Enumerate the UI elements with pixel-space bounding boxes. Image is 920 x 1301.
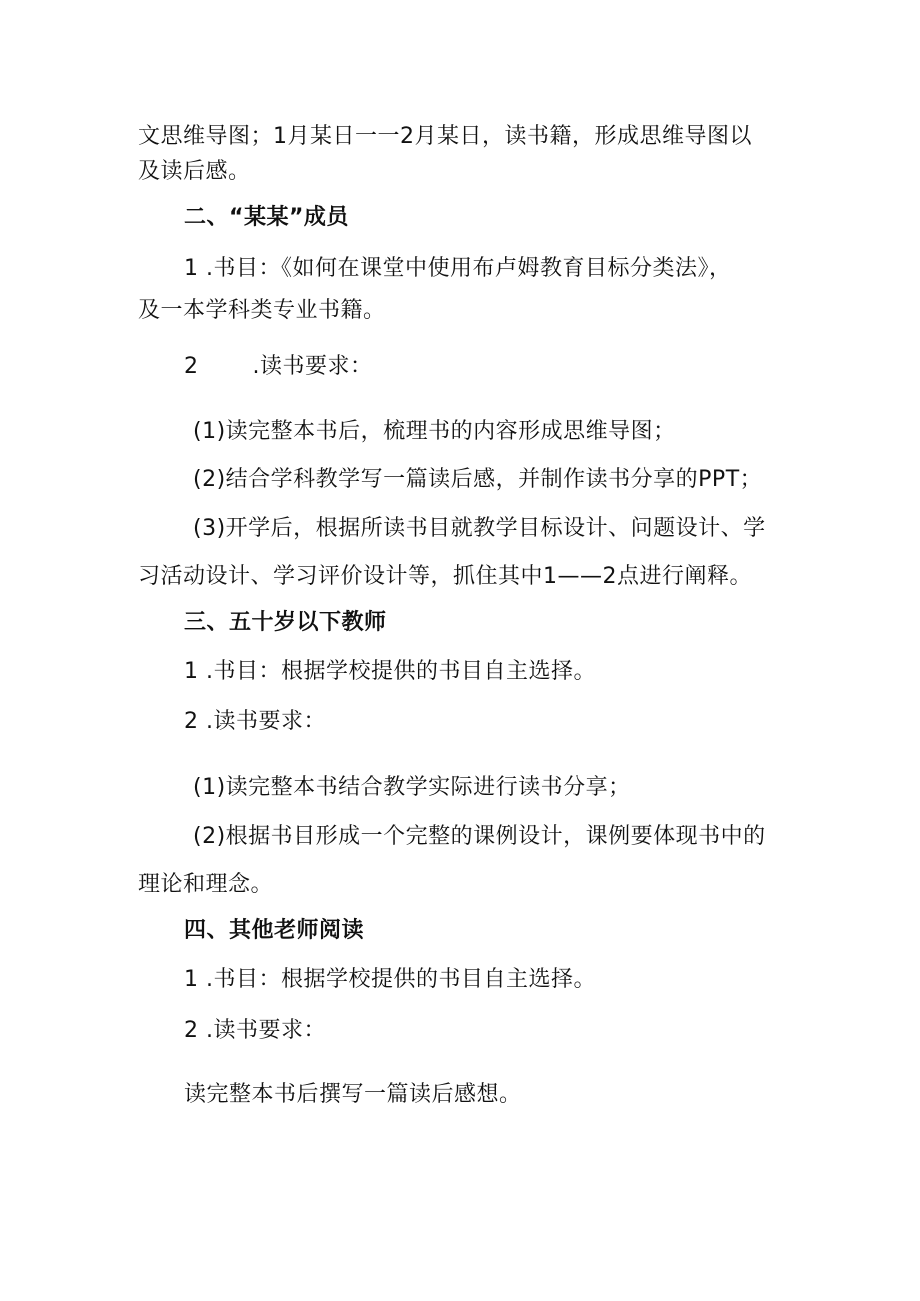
section-2-requirement-2: (2)结合学科教学写一篇读后感，并制作读书分享的PPT；: [193, 467, 763, 492]
intro-line-1: 文思维导图；1月某日一一2月某日，读书籍，形成思维导图以: [138, 124, 752, 149]
section-3-heading: 三、五十岁以下教师: [184, 610, 387, 635]
section-2-item-2-number: 2: [184, 354, 199, 379]
section-2-item-1-line-2: 及一本学科类专业书籍。: [138, 298, 386, 323]
section-3-requirement-2-line-2: 理论和理念。: [138, 872, 274, 897]
section-4-text: 读完整本书后撰写一篇读后感想。: [184, 1082, 522, 1107]
section-2-item-1-line-1: 1 .书目：《如何在课堂中使用布卢姆教育目标分类法》，: [184, 256, 732, 281]
section-2-item-2: [184, 352, 834, 382]
section-4-heading: 四、其他老师阅读: [184, 918, 365, 943]
intro-line-2: 及读后感。: [138, 159, 251, 184]
section-2-requirement-1: (1)读完整本书后，梳理书的内容形成思维导图；: [193, 419, 676, 444]
section-2-requirement-3-line-2: 习活动设计、学习评价设计等，抓住其中1——2点进行阐释。: [138, 564, 752, 589]
section-3-item-2: 2 .读书要求：: [184, 709, 326, 734]
section-3-requirement-1: (1)读完整本书结合教学实际进行读书分享；: [193, 775, 631, 800]
section-3-requirement-2-line-1: (2)根据书目形成一个完整的课例设计，课例要体现书中的: [193, 824, 766, 849]
section-4-item-1: 1 .书目：根据学校提供的书目自主选择。: [184, 967, 596, 992]
section-2-heading: 二、“某某”成员: [184, 205, 349, 230]
section-4-item-2: 2 .读书要求：: [184, 1018, 326, 1043]
section-2-item-2-text: .读书要求：: [252, 354, 373, 379]
section-3-item-1: 1 .书目：根据学校提供的书目自主选择。: [184, 659, 596, 684]
section-2-requirement-3-line-1: (3)开学后，根据所读书目就教学目标设计、问题设计、学: [193, 516, 766, 541]
